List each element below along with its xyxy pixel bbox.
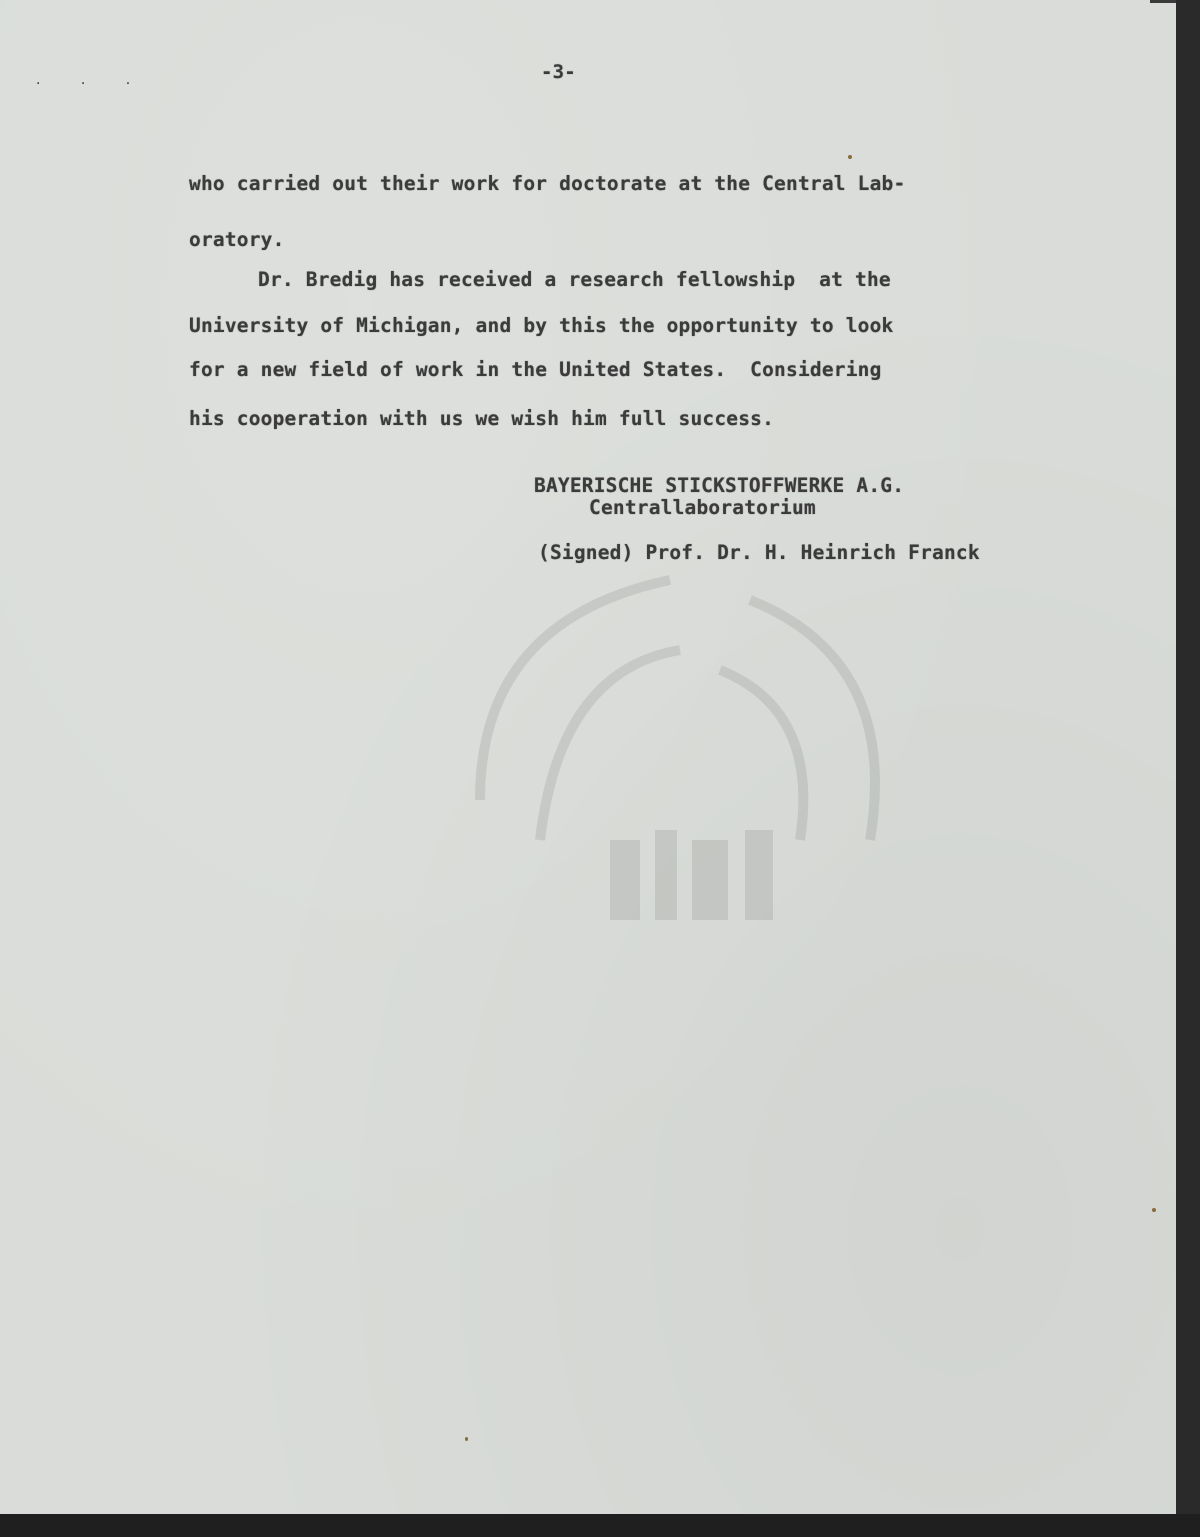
signature-company: BAYERISCHE STICKSTOFFWERKE A.G. xyxy=(534,474,905,497)
body-line: for a new field of work in the United States. Considering xyxy=(189,358,882,381)
page-number: -3- xyxy=(541,61,576,83)
body-line: his cooperation with us we wish him full success. xyxy=(189,407,775,430)
signature-signed-line: (Signed) Prof. Dr. H. Heinrich Franck xyxy=(538,541,980,564)
signature-department: Centrallaboratorium xyxy=(589,496,816,519)
body-line: who carried out their work for doctorate at the Central Lab- xyxy=(189,172,906,195)
body-line: oratory. xyxy=(189,228,285,251)
scan-edge-bottom xyxy=(0,1514,1200,1537)
scan-edge-right xyxy=(1176,0,1200,1537)
paper-speck xyxy=(848,155,852,159)
paper-speck xyxy=(465,1437,468,1441)
body-line: Dr. Bredig has received a research fellowship at the xyxy=(258,268,891,291)
scan-edge-corner xyxy=(1150,0,1176,3)
paper-speck xyxy=(1152,1208,1156,1212)
margin-marks: . . . xyxy=(36,72,149,88)
bleed-through-stamp xyxy=(420,540,940,960)
body-line: University of Michigan, and by this the opportunity to look xyxy=(189,314,894,337)
